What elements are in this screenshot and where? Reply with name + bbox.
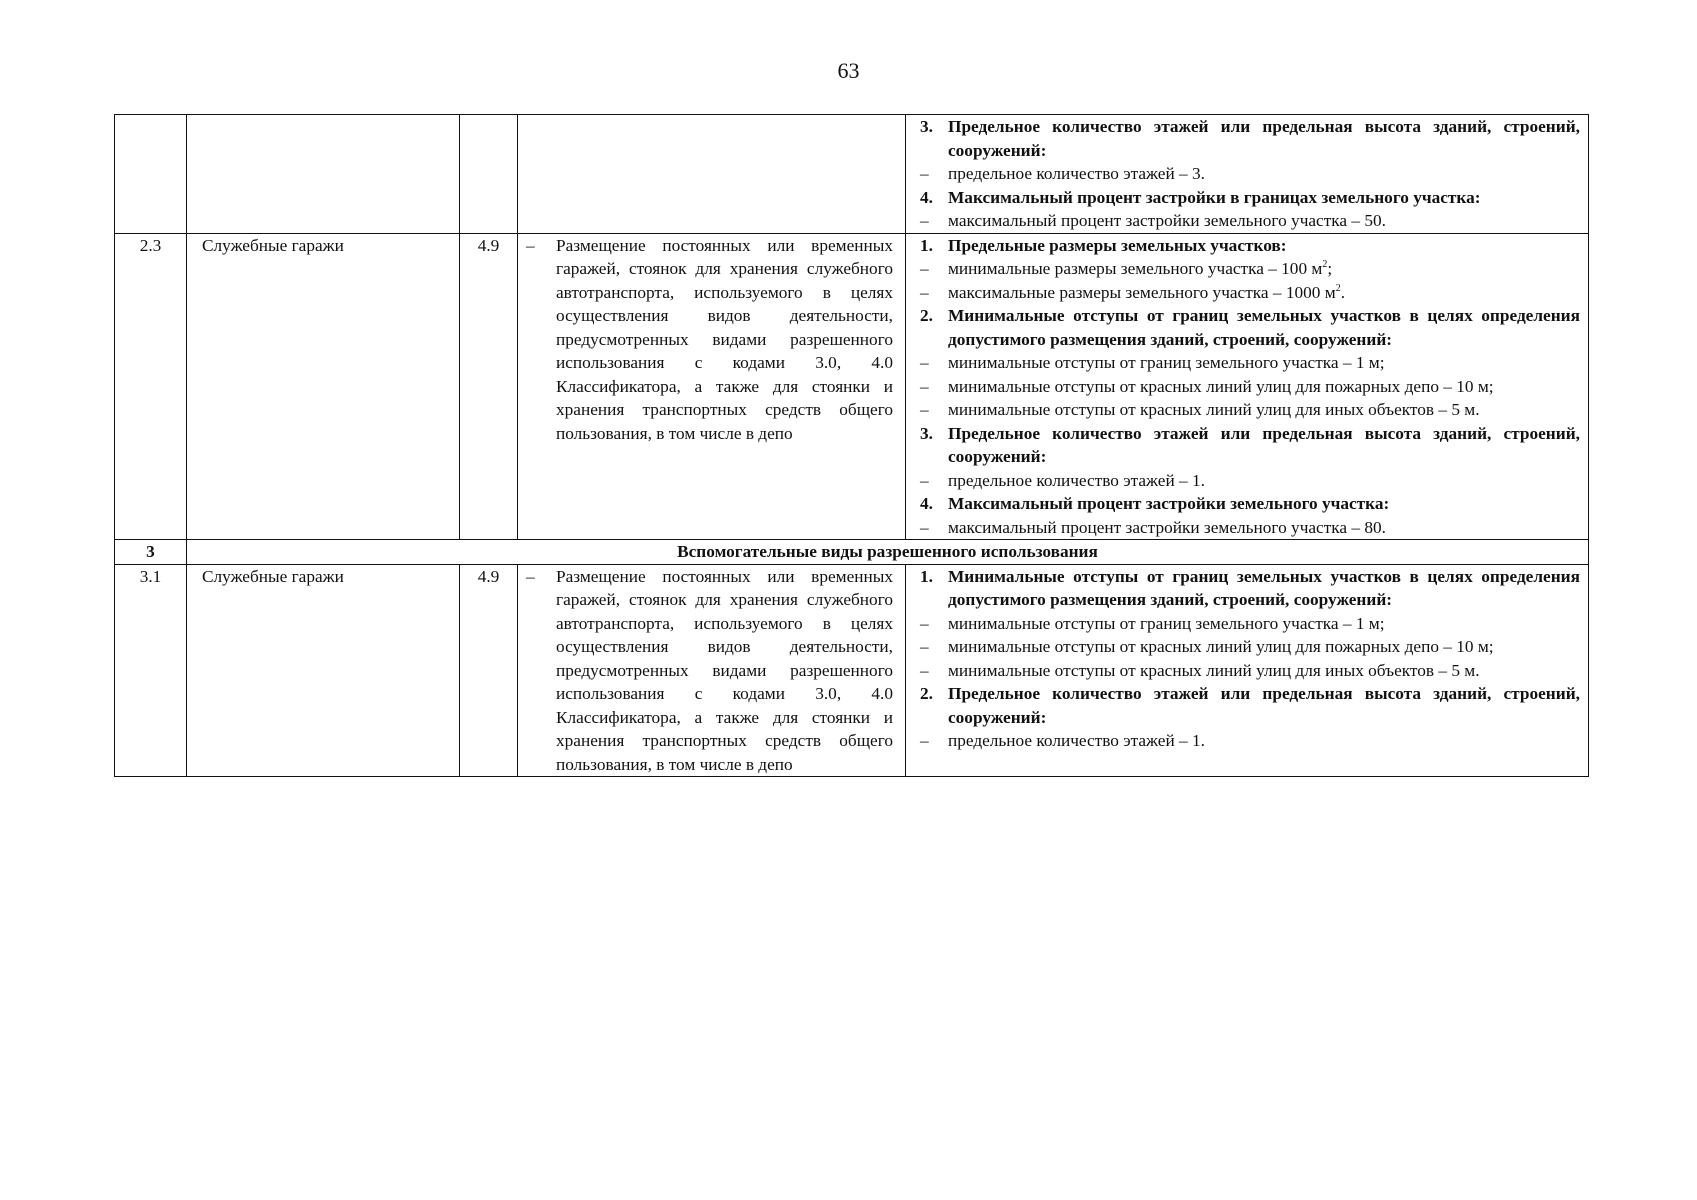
name-cell	[187, 115, 460, 234]
param-bullet: – минимальные отступы от красных линий улиц для иных объектов – 5 м.	[920, 400, 1480, 419]
index-cell	[115, 115, 187, 234]
code-cell: 4.9	[460, 564, 518, 777]
code-cell: 4.9	[460, 233, 518, 540]
parameters-cell	[906, 115, 1589, 234]
description-text: Размещение постоянных или временных гаражей, стоянок для хранения служебного автотранспорта, используемого в целях осуществления видов деятельности, предусмотренных видами разрешенного использования с кодами 3.0, 4.0 Классификатора, а также для стоянки и хранения транспортных средств общего пользования, в том числе в депо	[556, 235, 893, 443]
param-heading: 1. Предельные размеры земельных участков:	[920, 235, 1287, 255]
regulations-table	[114, 114, 1589, 777]
param-bullet: – минимальные отступы от красных линий улиц для пожарных депо – 10 м;	[920, 637, 1494, 656]
param-heading: 3. Предельное количество этажей или предельная высота зданий, строений, сооружений:	[920, 117, 1580, 160]
parameters-cell	[906, 564, 1589, 777]
param-bullet: – предельное количество этажей – 1.	[920, 731, 1205, 750]
description-cell: – Размещение постоянных или временных гаражей, стоянок для хранения служебного автотранспорта, используемого в целях осуществления видов деятельности, предусмотренных видами разрешенного использования с кодами 3.0, 4.0 Классификатора, а также для стоянки и хранения транспортных средств общего пользования, в том числе в депо	[518, 564, 906, 777]
table-row	[115, 564, 1589, 777]
description-text: Размещение постоянных или временных гаражей, стоянок для хранения служебного автотранспорта, используемого в целях осуществления видов деятельности, предусмотренных видами разрешенного использования с кодами 3.0, 4.0 Классификатора, а также для стоянки и хранения транспортных средств общего пользования, в том числе в депо	[556, 566, 893, 774]
section-row	[115, 540, 1589, 565]
param-bullet: – максимальный процент застройки земельного участка – 50.	[920, 211, 1386, 230]
param-bullet: – минимальные отступы от границ земельного участка – 1 м;	[920, 613, 1385, 633]
name-cell: Служебные гаражи	[187, 233, 460, 540]
param-heading: 2. Минимальные отступы от границ земельных участков в целях определения допустимого размещения зданий, строений, сооружений:	[920, 306, 1580, 349]
table-row	[115, 115, 1589, 234]
param-bullet: – минимальные отступы от границ земельного участка – 1 м;	[920, 353, 1385, 372]
param-bullet: – минимальные отступы от красных линий улиц для иных объектов – 5 м.	[920, 660, 1480, 680]
description-cell: – Размещение постоянных или временных гаражей, стоянок для хранения служебного автотранспорта, используемого в целях осуществления видов деятельности, предусмотренных видами разрешенного использования с кодами 3.0, 4.0 Классификатора, а также для стоянки и хранения транспортных средств общего пользования, в том числе в депо	[518, 233, 906, 540]
code-cell	[460, 115, 518, 234]
param-heading: 4. Максимальный процент застройки в границах земельного участка:	[920, 187, 1481, 207]
section-index: 3	[115, 540, 187, 565]
name-cell: Служебные гаражи	[187, 564, 460, 777]
index-cell: 2.3	[115, 233, 187, 540]
param-bullet: – минимальные отступы от красных линий улиц для пожарных депо – 10 м;	[920, 376, 1494, 396]
table-row	[115, 233, 1589, 540]
param-bullet: – максимальный процент застройки земельного участка – 80.	[920, 517, 1386, 537]
page-number: 63	[837, 58, 860, 83]
param-bullet: – максимальные размеры земельного участка – 1000 $м^2$.	[920, 282, 1346, 302]
param-heading: 4. Максимальный процент застройки земельного участка:	[920, 494, 1390, 513]
param-heading: 2. Предельное количество этажей или предельная высота зданий, строений, сооружений:	[920, 684, 1580, 727]
param-bullet: – минимальные размеры земельного участка – 100 $м^2$;	[920, 259, 1333, 278]
param-bullet: – предельное количество этажей – 3.	[920, 164, 1205, 183]
description-cell	[518, 115, 906, 234]
param-heading: 3. Предельное количество этажей или предельная высота зданий, строений, сооружений:	[920, 423, 1580, 466]
param-heading: 1. Минимальные отступы от границ земельных участков в целях определения допустимого размещения зданий, строений, сооружений:	[920, 566, 1580, 609]
param-bullet: – предельное количество этажей – 1.	[920, 470, 1205, 490]
parameters-cell	[906, 233, 1589, 540]
index-cell: 3.1	[115, 564, 187, 777]
section-title: Вспомогательные виды разрешенного использования	[187, 540, 1589, 565]
